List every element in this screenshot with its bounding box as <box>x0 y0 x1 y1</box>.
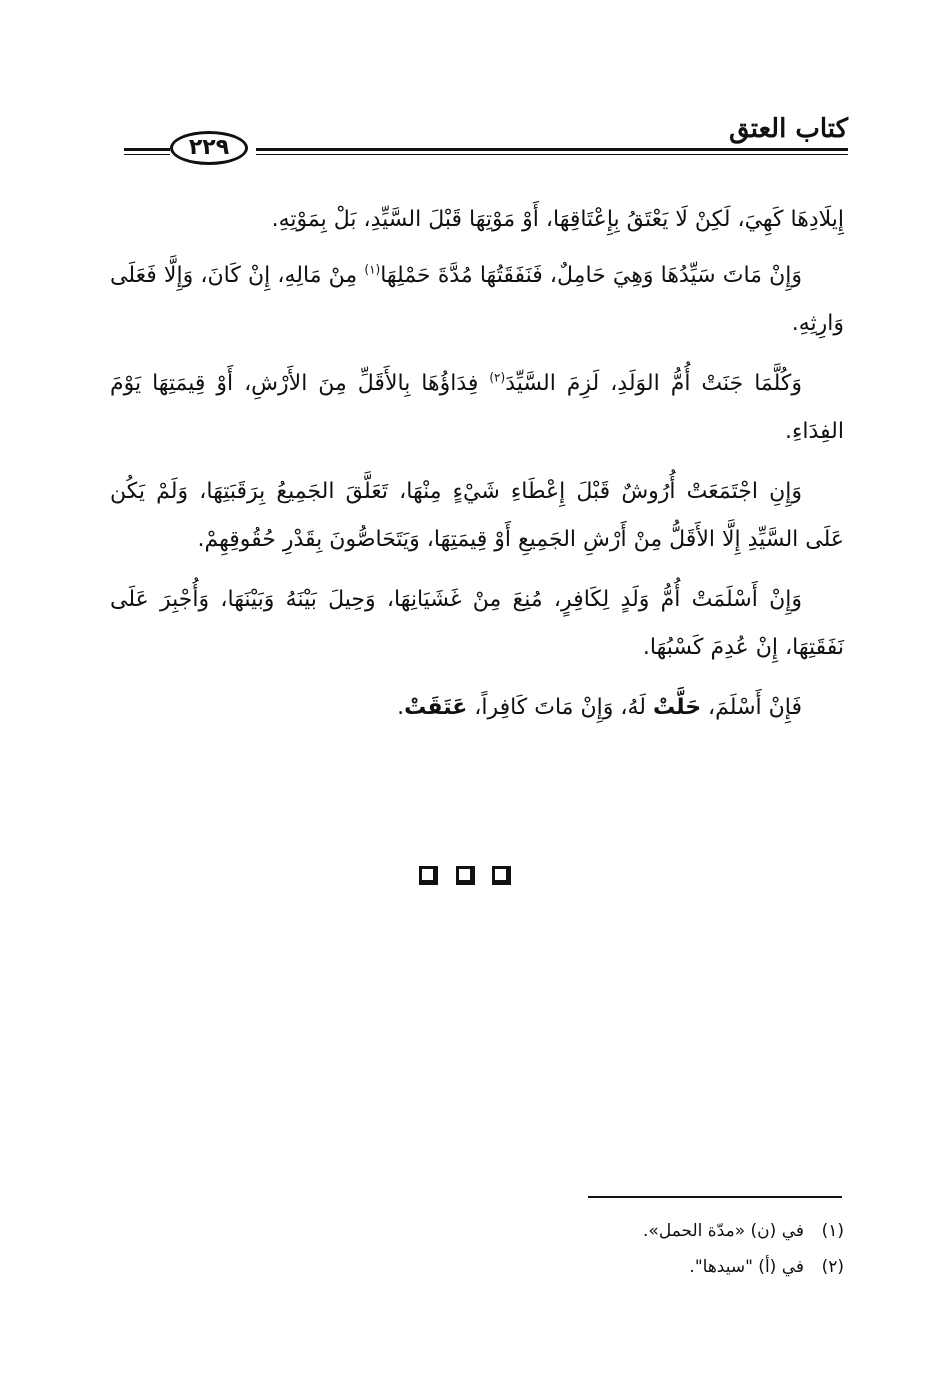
footnote-number: (١) <box>821 1221 844 1241</box>
header-rule-left <box>124 148 170 151</box>
header-rule-right <box>256 148 848 151</box>
paragraph-2-text: وَإِنْ مَاتَ سَيِّدُهَا وَهِيَ حَامِلٌ، فَنَفَقَتُهَا مُدَّةَ حَمْلِهَا <box>380 263 803 288</box>
ornament-square-icon <box>419 866 438 885</box>
footnote-number: (٢) <box>821 1257 844 1277</box>
ornament-square-icon <box>492 866 511 885</box>
footnote-1 <box>444 1213 844 1249</box>
paragraph-3-text: وَكُلَّمَا جَنَتْ أُمُّ الوَلَدِ، لَزِمَ السَّيِّدَ <box>505 371 802 396</box>
paragraph-4: وَإِنِ اجْتَمَعَتْ أُرُوشٌ قَبْلَ إِعْطَاءِ شَيْءٍ مِنْهَا، تَعَلَّقَ الجَمِيعُ بِرَقَبَتِهَا، وَلَمْ يَكُن عَلَى السَّيِّدِ إِلَّا الأَقَلُّ مِنْ أَرْشِ الجَمِيعِ أَوْ قِيمَتِهَا، وَيَتَحَاصُّونَ بِقَدْرِ حُقُوقِهِمْ. <box>110 479 844 552</box>
header-rule-left-thin <box>124 154 170 155</box>
paragraph-5: وَإِنْ أَسْلَمَتْ أُمُّ وَلَدٍ لِكَافِرٍ، مُنِعَ مِنْ غَشَيَانِهَا، وَحِيلَ بَيْنَهُ وَبَيْنَهَا، وَأُجْبِرَ عَلَى نَفَقَتِهَا، إِنْ عُدِمَ كَسْبُهَا. <box>110 587 844 660</box>
paragraph-6 <box>110 684 844 732</box>
header-rule-right-thin <box>256 154 848 155</box>
footnotes <box>444 1213 844 1285</box>
paragraph-3-rest: فِدَاؤُهَا بِالأَقَلِّ مِنَ الأَرْشِ، أَوْ قِيمَتِهَا يَوْمَ الفِدَاءِ. <box>110 371 844 444</box>
main-text <box>110 196 844 744</box>
paragraph-2-rest: مِنْ مَالِهِ، إِنْ كَانَ، وَإِلَّا فَعَلَى وَارِثِهِ. <box>110 263 844 336</box>
footnote-text: في (ن) «مدّة الحمل». <box>643 1221 804 1241</box>
paragraph-6-end: . <box>397 695 405 720</box>
ornament-square-icon <box>456 866 475 885</box>
paragraph-2 <box>110 252 844 348</box>
paragraph-1: إِيلَادِهَا كَهِيَ، لَكِنْ لَا يَعْتَقُ بِإِعْتَاقِهَا، أَوْ مَوْتِهَا قَبْلَ السَّيِّدِ، بَلْ بِمَوْتِهِ. <box>271 207 844 232</box>
paragraph-6-middle: لَهُ، وَإِنْ مَاتَ كَافِراً، <box>467 695 653 720</box>
footnote-ref-1[interactable]: (١) <box>364 262 381 277</box>
page-number: ٢٢٩ <box>170 131 248 165</box>
paragraph-6-text: فَإِنْ أَسْلَمَ، <box>701 695 802 720</box>
footnote-2 <box>444 1249 844 1285</box>
chapter-title: كتاب العتق <box>729 114 848 144</box>
footnote-text: في (أ) "سيدها". <box>689 1257 804 1277</box>
footnote-ref-2[interactable]: (٢) <box>489 370 506 385</box>
bold-word-ataqat: عَتَقَتْ <box>404 695 468 720</box>
bold-word-hallat: حَلَّتْ <box>652 695 702 720</box>
section-end-ornament <box>0 866 930 889</box>
footnote-separator <box>588 1196 842 1198</box>
paragraph-3 <box>110 360 844 456</box>
